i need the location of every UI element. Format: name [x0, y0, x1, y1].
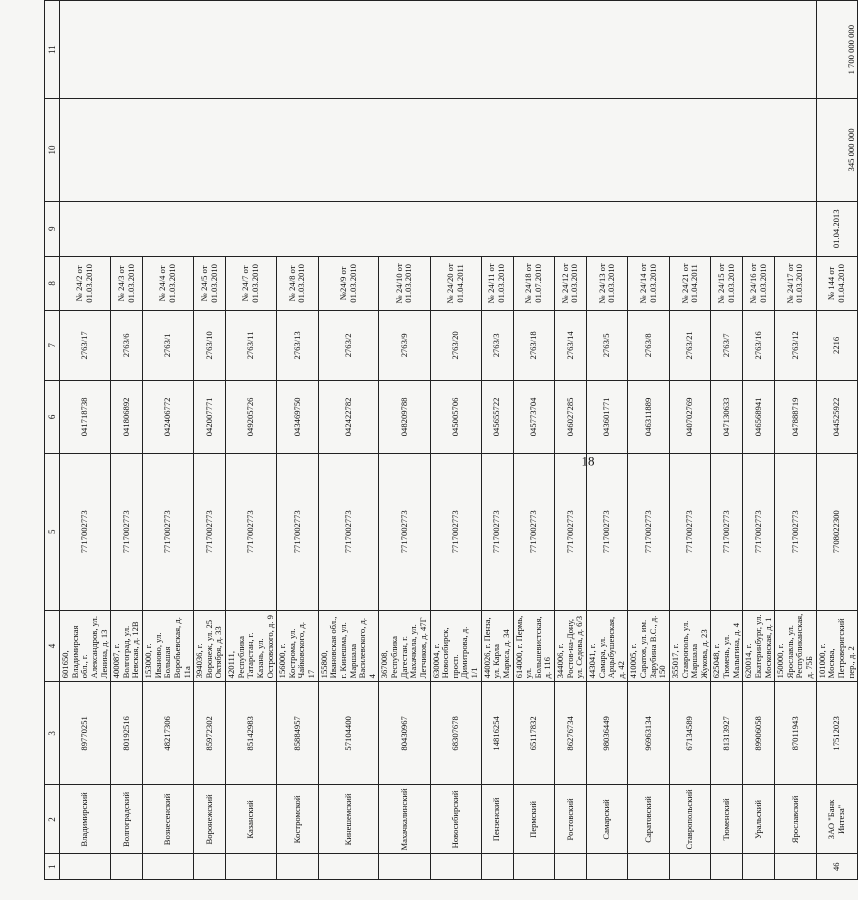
data-table: [44, 0, 858, 880]
cell-number: [194, 854, 226, 880]
header-cell: 8: [45, 257, 60, 311]
cell-number: [318, 854, 379, 880]
cell-code: 81313927: [711, 682, 743, 785]
cell-bik: 042007771: [194, 381, 226, 454]
cell-branch-name: Саратовский: [628, 785, 670, 854]
cell-address: 625048, г. Тюмень, ул. Малыгина, д. 4: [711, 610, 743, 682]
cell-bik: 046568941: [743, 381, 775, 454]
cell-bank-name: ЗАО "Банк Интеза": [816, 785, 858, 854]
cell-doc-ref: № 24/2 от 01.03.2010: [60, 257, 111, 311]
header-cell: 11: [45, 1, 60, 99]
cell-code: 57104400: [318, 682, 379, 785]
cell-branch-name: Ярославский: [775, 785, 817, 854]
cell-inn: 7717002773: [379, 453, 430, 610]
cell-address: 601650, Владимирская обл., г. Александров, ул. Ленина, д. 13: [60, 610, 111, 682]
cell-amount: 345 000 000: [816, 99, 858, 201]
cell-bik: 044525922: [816, 381, 858, 454]
cell-doc-ref: № 24/16 от 01.03.2010: [743, 257, 775, 311]
cell-number: [743, 854, 775, 880]
cell-doc-ref: № 24/7 от 01.03.2010: [226, 257, 277, 311]
cell-reg-number: 2763/10: [194, 310, 226, 380]
cell-bik: 045773704: [513, 381, 555, 454]
cell-empty-span: [60, 99, 817, 201]
cell-inn: 7717002773: [430, 453, 481, 610]
cell-reg-number: 2763/17: [60, 310, 111, 380]
cell-doc-ref: № 24/12 от 01.03.2010: [555, 257, 587, 311]
cell-limit: 1 700 000 000: [816, 1, 858, 99]
cell-code: 89770251: [60, 682, 111, 785]
cell-code: 85972302: [194, 682, 226, 785]
cell-address: 156000, г. Кострома, ул. Чайковского, д. 17: [277, 610, 319, 682]
header-cell: 3: [45, 682, 60, 785]
cell-bik: 043469750: [277, 381, 319, 454]
header-cell: 4: [45, 610, 60, 682]
cell-inn: 7717002773: [555, 453, 587, 610]
cell-branch-name: Вознесенский: [143, 785, 194, 854]
cell-number: [60, 854, 111, 880]
cell-code: 48217306: [143, 682, 194, 785]
cell-bik: 041718738: [60, 381, 111, 454]
cell-number: [775, 854, 817, 880]
cell-reg-number: 2763/21: [669, 310, 711, 380]
cell-address: 630004, г. Новосибирск, просп. Димитрова, д. 1/1: [430, 610, 481, 682]
cell-doc-ref: № 24/5 от 01.03.2010: [194, 257, 226, 311]
cell-address: 367008, Республика Дагестан, г. Махачкала, ул. Летчиков, д. 47Г: [379, 610, 430, 682]
cell-branch-name: Казанский: [226, 785, 277, 854]
cell-doc-ref: № 24/18 от 01.07.2010: [513, 257, 555, 311]
cell-doc-ref: № 24/10 от 01.03.2010: [379, 257, 430, 311]
cell-address: 355017, г. Ставрополь, ул. Маршала Жукова, д. 23: [669, 610, 711, 682]
cell-address: 440026, г. Пенза, ул. Карла Маркса, д. 34: [481, 610, 513, 682]
cell-doc-ref: № 144 от 01.04.2010: [816, 257, 858, 311]
cell-reg-number: 2763/7: [711, 310, 743, 380]
cell-code: 80430967: [379, 682, 430, 785]
cell-code: 67134589: [669, 682, 711, 785]
cell-number: [669, 854, 711, 880]
cell-address: 614000, г. Пермь, ул. Большевистская, д. 116: [513, 610, 555, 682]
cell-bik: 046027285: [555, 381, 587, 454]
cell-bik: 045005706: [430, 381, 481, 454]
cell-reg-number: 2763/5: [586, 310, 628, 380]
cell-branch-name: Пензенский: [481, 785, 513, 854]
cell-number: [430, 854, 481, 880]
cell-bik: 047888719: [775, 381, 817, 454]
cell-inn: 7717002773: [513, 453, 555, 610]
cell-empty-span: [60, 201, 817, 257]
cell-number: 46: [816, 854, 858, 880]
cell-branch-name: Ростовский: [555, 785, 587, 854]
cell-branch-name: Махачкалинский: [379, 785, 430, 854]
cell-inn: 7717002773: [775, 453, 817, 610]
cell-inn: 7717002773: [711, 453, 743, 610]
cell-code: 98036449: [586, 682, 628, 785]
cell-address: 153000, г. Иваново, ул. Большая Воробьевская, д. 11а: [143, 610, 194, 682]
cell-inn: 7717002773: [318, 453, 379, 610]
cell-number: [586, 854, 628, 880]
cell-address: 344006, г. Ростов-на-Дону, ул. Седова, д. 6/3: [555, 610, 587, 682]
cell-branch-name: Владимирский: [60, 785, 111, 854]
cell-code: 89906058: [743, 682, 775, 785]
cell-address: 394036, г. Воронеж, ул. 25 Октября, д. 33: [194, 610, 226, 682]
cell-doc-ref: № 24/11 от 01.03.2010: [481, 257, 513, 311]
cell-bik: 048209788: [379, 381, 430, 454]
cell-inn: 7717002773: [143, 453, 194, 610]
cell-bik: 040702769: [669, 381, 711, 454]
cell-code: 87011943: [775, 682, 817, 785]
cell-date: 01.04.2013: [816, 201, 858, 257]
cell-doc-ref: № 24/3 от 01.03.2010: [111, 257, 143, 311]
cell-address: 150000, г. Ярославль, ул. Республиканская, д. 75Б: [775, 610, 817, 682]
cell-inn: 7717002773: [743, 453, 775, 610]
cell-doc-ref: № 24/15 от 01.03.2010: [711, 257, 743, 311]
cell-doc-ref: № 24/14 от 01.03.2010: [628, 257, 670, 311]
cell-number: [711, 854, 743, 880]
cell-branch-name: Самарский: [586, 785, 628, 854]
cell-number: [226, 854, 277, 880]
cell-branch-name: Воронежский: [194, 785, 226, 854]
cell-reg-number: 2763/2: [318, 310, 379, 380]
cell-inn: 7717002773: [60, 453, 111, 610]
cell-branch-name: Костромской: [277, 785, 319, 854]
cell-inn: 7708022300: [816, 453, 858, 610]
cell-inn: 7717002773: [111, 453, 143, 610]
cell-doc-ref: № 24/17 от 01.03.2010: [775, 257, 817, 311]
cell-doc-ref: № 24/21 от 01.04.2011: [669, 257, 711, 311]
header-cell: 1: [45, 854, 60, 880]
cell-bik: 042406772: [143, 381, 194, 454]
cell-number: [555, 854, 587, 880]
cell-number: [513, 854, 555, 880]
cell-code: 65117832: [513, 682, 555, 785]
cell-bik: 042422782: [318, 381, 379, 454]
cell-reg-number: 2763/11: [226, 310, 277, 380]
cell-code: 86276734: [555, 682, 587, 785]
cell-branch-name: Тюменский: [711, 785, 743, 854]
cell-reg-number: 2763/1: [143, 310, 194, 380]
cell-branch-name: Ставропольский: [669, 785, 711, 854]
cell-address: 155800, Ивановская обл., г. Кинешма, ул. Маршала Василевского, д. 4: [318, 610, 379, 682]
cell-branch-name: Пермский: [513, 785, 555, 854]
cell-code: 14816254: [481, 682, 513, 785]
cell-bik: 041806892: [111, 381, 143, 454]
cell-number: [379, 854, 430, 880]
cell-inn: 7717002773: [628, 453, 670, 610]
cell-inn: 7717002773: [277, 453, 319, 610]
cell-bik: 047130633: [711, 381, 743, 454]
cell-empty-span: [60, 1, 817, 99]
header-cell: 5: [45, 453, 60, 610]
cell-address: 620014, г. Екатеринбург, ул. Московская, д. 1: [743, 610, 775, 682]
cell-inn: 7717002773: [669, 453, 711, 610]
cell-inn: 7717002773: [586, 453, 628, 610]
header-cell: 6: [45, 381, 60, 454]
cell-number: [277, 854, 319, 880]
cell-branch-name: Новосибирский: [430, 785, 481, 854]
cell-number: [481, 854, 513, 880]
header-cell: 10: [45, 99, 60, 201]
cell-bik: 045655722: [481, 381, 513, 454]
header-cell: 9: [45, 201, 60, 257]
cell-inn: 7717002773: [226, 453, 277, 610]
cell-bik: 043601771: [586, 381, 628, 454]
cell-reg-number: 2763/18: [513, 310, 555, 380]
cell-address: 443041, г. Самара, ул. Арцыбушевская, д. 42: [586, 610, 628, 682]
cell-code: 68307678: [430, 682, 481, 785]
cell-reg-number: 2763/8: [628, 310, 670, 380]
header-cell: 2: [45, 785, 60, 854]
cell-number: [111, 854, 143, 880]
cell-address: 101000, г. Москва, Петроверигский пер., д. 2: [816, 610, 858, 682]
cell-reg-number: 2763/3: [481, 310, 513, 380]
cell-inn: 7717002773: [481, 453, 513, 610]
table-row-total: [816, 1, 858, 880]
cell-bik: 046311889: [628, 381, 670, 454]
cell-branch-name: Кинешемский: [318, 785, 379, 854]
cell-number: [143, 854, 194, 880]
cell-doc-ref: №24/9 от 01.03.2010: [318, 257, 379, 311]
cell-code: 17512023: [816, 682, 858, 785]
cell-code: 80192516: [111, 682, 143, 785]
cell-reg-number: 2763/16: [743, 310, 775, 380]
header-cell: 7: [45, 310, 60, 380]
cell-code: 85142983: [226, 682, 277, 785]
cell-branch-name: Уральский: [743, 785, 775, 854]
page-number: 18: [581, 453, 595, 469]
cell-address: 400087, г. Волгоград, ул. Невская, д. 12В: [111, 610, 143, 682]
cell-reg-number: 2763/12: [775, 310, 817, 380]
cell-reg-number: 2763/9: [379, 310, 430, 380]
cell-doc-ref: № 24/4 от 01.03.2010: [143, 257, 194, 311]
cell-code: 96963134: [628, 682, 670, 785]
cell-bik: 049205726: [226, 381, 277, 454]
cell-reg-number: 2763/14: [555, 310, 587, 380]
header-row: [45, 1, 60, 880]
cell-doc-ref: № 24/13 от 01.03.2010: [586, 257, 628, 311]
cell-reg-number: 2763/13: [277, 310, 319, 380]
cell-branch-name: Волгоградский: [111, 785, 143, 854]
table-row: [60, 1, 111, 880]
cell-inn: 7717002773: [194, 453, 226, 610]
cell-doc-ref: № 24/8 от 01.03.2010: [277, 257, 319, 311]
cell-reg-number: 2763/6: [111, 310, 143, 380]
cell-code: 85884957: [277, 682, 319, 785]
cell-reg-number: 2216: [816, 310, 858, 380]
cell-doc-ref: № 24/20 от 01.04.2011: [430, 257, 481, 311]
cell-number: [628, 854, 670, 880]
cell-address: 420111, Республика Татарстан, г. Казань, ул. Островского, д. 9: [226, 610, 277, 682]
cell-address: 410005, г. Саратов, ул. им. Зарубина В.С., д. 150: [628, 610, 670, 682]
cell-reg-number: 2763/20: [430, 310, 481, 380]
